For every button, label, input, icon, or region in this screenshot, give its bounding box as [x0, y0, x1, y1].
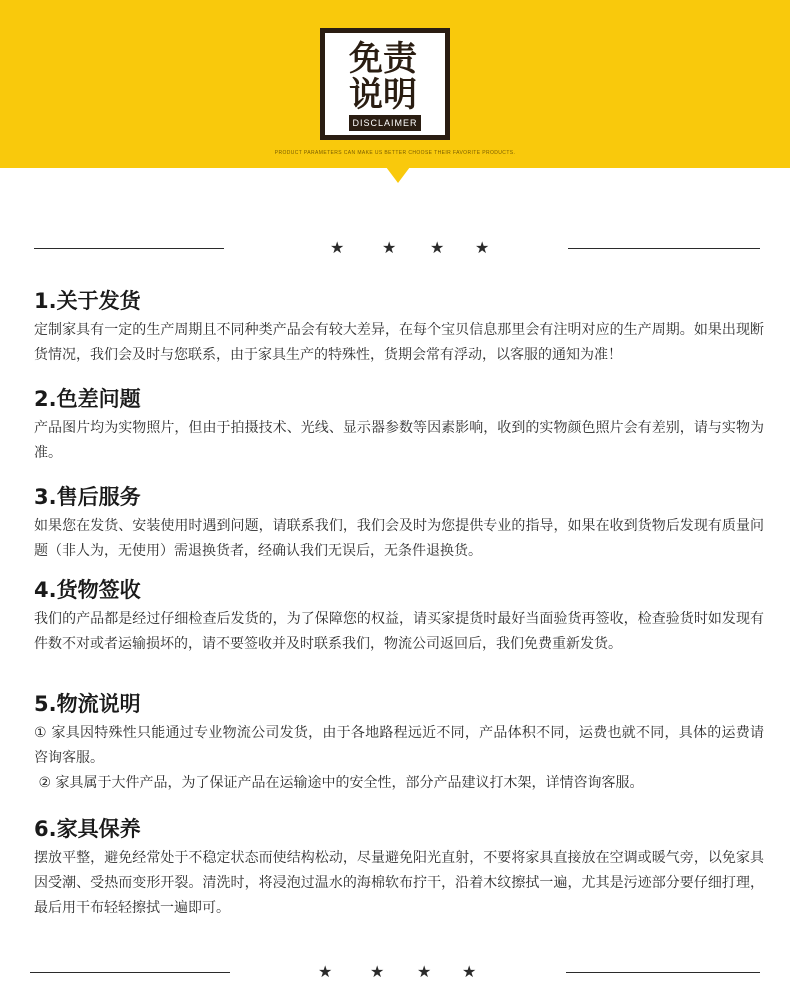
star-icon: ★ [475, 238, 490, 257]
section-text: ② 家具属于大件产品，为了保证产品在运输途中的安全性，部分产品建议打木架，详情咨询客服。 [34, 775, 644, 791]
divider-line-right [566, 972, 760, 973]
section-text: 产品图片均为实物照片，但由于拍摄技术、光线、显示器参数等因素影响，收到的实物颜色照片会有差别，请与实物为准。 [34, 420, 764, 461]
section-title: 6.家具保养 [34, 817, 141, 841]
section-after-sales [34, 484, 764, 564]
banner-pointer [386, 167, 410, 183]
header-tagline: PRODUCT PARAMETERS CAN MAKE US BETTER CHOOSE THEIR FAVORITE PRODUCTS. [274, 150, 516, 156]
star-icon: ★ [462, 962, 477, 981]
divider-line-right [568, 248, 760, 249]
section-color-difference [34, 386, 764, 466]
section-title: 5.物流说明 [34, 692, 141, 716]
divider-line-left [30, 972, 230, 973]
star-icon: ★ [430, 238, 445, 257]
star-icon: ★ [370, 962, 385, 981]
section-text: 如果您在发货、安装使用时遇到问题，请联系我们，我们会及时为您提供专业的指导，如果在收到货物后发现有质量问题（非人为，无使用）需退换货者，经确认我们无误后，无条件退换货。 [34, 518, 764, 559]
section-title: 4.货物签收 [34, 578, 141, 602]
section-text: 我们的产品都是经过仔细检查后发货的，为了保障您的权益，请买家提货时最好当面验货再签收，检查验货时如发现有件数不对或者运输损坏的，请不要签收并及时联系我们，物流公司返回后，我们免费重新发货。 [34, 611, 764, 652]
header-banner [0, 0, 790, 168]
star-icon: ★ [330, 238, 345, 257]
divider-line-left [34, 248, 224, 249]
section-maintenance [34, 816, 764, 921]
section-shipping [34, 288, 764, 368]
star-icon: ★ [382, 238, 397, 257]
logo-line2: 说明 [349, 75, 417, 115]
section-title: 1.关于发货 [34, 289, 141, 313]
divider-bottom [0, 962, 790, 986]
section-logistics [34, 691, 764, 796]
section-text: 定制家具有一定的生产周期且不同种类产品会有较大差异，在每个宝贝信息那里会有注明对应的生产周期。如果出现断货情况，我们会及时与您联系，由于家具生产的特殊性，货期会常有浮动，以客服的通知为准！ [34, 322, 764, 363]
disclaimer-logo [320, 28, 450, 140]
divider-top [0, 238, 790, 262]
section-text: ① 家具因特殊性只能通过专业物流公司发货，由于各地路程远近不同，产品体积不同，运费也就不同，具体的运费请咨询客服。 [34, 725, 764, 766]
section-title: 2.色差问题 [34, 387, 141, 411]
logo-line1: 免责 [349, 39, 417, 79]
section-receipt [34, 577, 764, 657]
logo-subtitle: DISCLAIMER [349, 115, 421, 131]
star-icon: ★ [417, 962, 432, 981]
star-icon: ★ [318, 962, 333, 981]
section-text: 摆放平整，避免经常处于不稳定状态而使结构松动，尽量避免阳光直射，不要将家具直接放在空调或暖气旁，以免家具因受潮、受热而变形开裂。清洗时，将浸泡过温水的海棉软布拧干，沿着木纹擦拭一遍，尤其是污迹部分要仔细打理，最后用干布轻轻擦拭一遍即可。 [34, 850, 764, 916]
section-title: 3.售后服务 [34, 485, 141, 509]
